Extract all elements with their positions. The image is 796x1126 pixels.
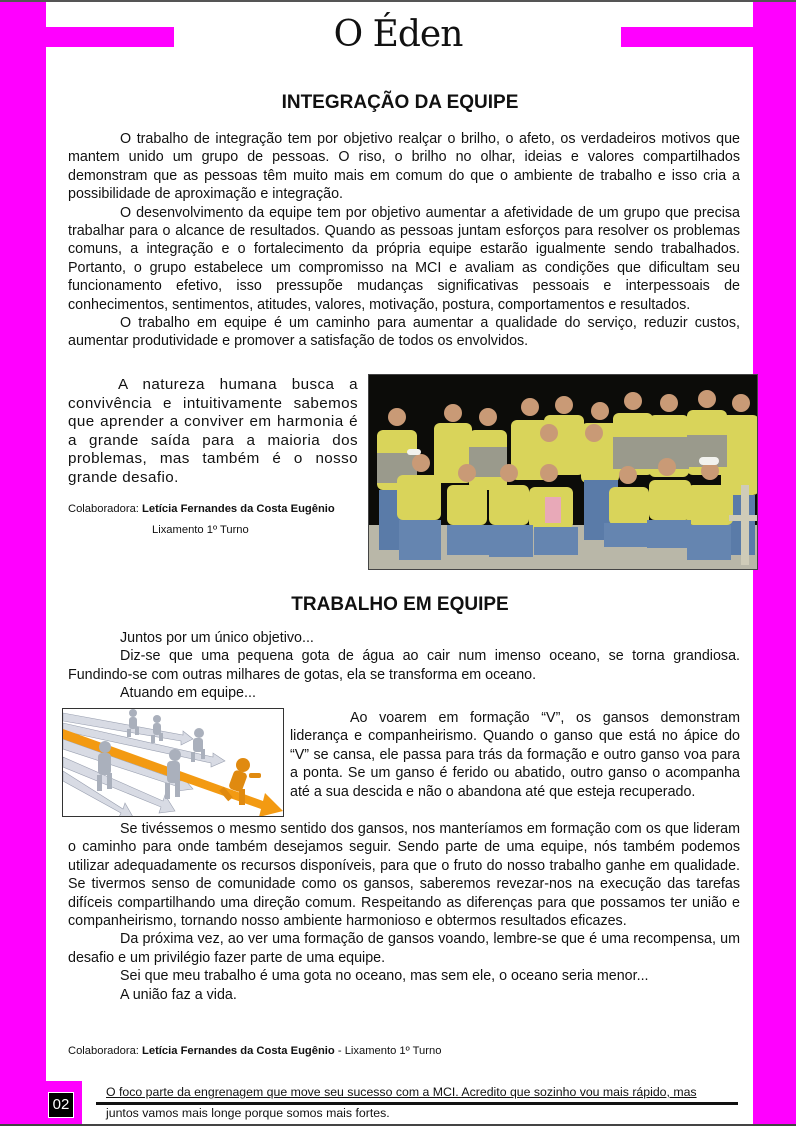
left-magenta-border <box>0 2 46 1124</box>
team-group-photo <box>368 374 758 570</box>
paragraph: Juntos por um único objetivo... <box>120 630 314 646</box>
paragraph: O desenvolvimento da equipe tem por objetivo aumentar a afetividade de um grupo que precisa trabalhar para o alcance de resultados. Quando as pessoas juntam esforços para resolver os problemas comuns, a integração e o fortalecimento da própria equipe estarão igualmente sendo trabalhados. Portanto, o grupo estabelece um compromisso na MCI e avaliam as condições que dificultam seu funcionamento efetivo, isso pressupõe mudanças significativas pessoais e interpessoais de conhecimentos, sentimentos, atitudes, valores, motivação, postura, comportamentos e resultados. <box>68 204 740 313</box>
page-number: 02 <box>48 1092 74 1118</box>
paragraph: A união faz a vida. <box>120 986 237 1003</box>
footer-quote-line2: juntos vamos mais longe porque somos mais fortes. <box>106 1106 390 1120</box>
section2-intro <box>68 629 740 703</box>
paragraph: O trabalho em equipe é um caminho para aumentar a qualidade do serviço, reduzir custos, aumentar produtividade e promover a satisfação de todos os envolvidos. <box>68 315 740 350</box>
credit-separator: - <box>337 1045 342 1057</box>
credit-name: Letícia Fernandes da Costa Eugênio <box>142 503 335 515</box>
paragraph: Sei que meu trabalho é uma gota no oceano, mas sem ele, o oceano seria menor... <box>120 968 649 985</box>
runners-on-arrows-illustration <box>62 708 284 817</box>
masthead-bar-left <box>46 27 174 47</box>
team-photo-illustration <box>369 375 758 570</box>
section-heading-trabalho: TRABALHO EM EQUIPE <box>291 594 509 615</box>
paragraph: Da próxima vez, ao ver uma formação de gansos voando, lembre-se que é uma recompensa, um desafio e um privilégio fazer parte de uma equipe. <box>68 931 740 966</box>
paragraph: Atuando em equipe... <box>120 685 256 702</box>
geese-paragraph-block <box>290 709 740 801</box>
section-heading-integracao: INTEGRAÇÃO DA EQUIPE <box>281 92 519 113</box>
footer-quote-line1: O foco parte da engrenagem que move seu sucesso com a MCI. Acredito que sozinho vou mais rápido, mas <box>106 1085 697 1099</box>
paragraph: Ao voarem em formação “V”, os gansos demonstram liderança e companheirismo. Quando o ganso que está no ápice do “V” se cansa, ele passa para trás da formação e outro ganso voa para a ponta. Se um ganso é ferido ou abatido, outro ganso o acompanha até a sua descida e não o abandona até que esteja recuperado. <box>290 710 740 800</box>
section1-side-text <box>68 376 358 488</box>
credit-department: Lixamento 1º Turno <box>152 524 249 536</box>
section2-body <box>68 820 740 1004</box>
paragraph: Se tivéssemos o mesmo sentido dos gansos, nos manteríamos em formação com os que lideram o caminho para onde também desejamos seguir. Sendo parte de uma equipe, nós também podemos utilizar adequadamente os recursos disponíveis, para que o fruto do nosso trabalho ganhe em qualidade. Se tivermos senso de comunidade como os gansos, saberemos revezar-nos na execução das tarefas difíceis compartilhando uma direção comum. Respeitando as diferenças para que possamos ter união e companheirismo, tornando nosso ambiente harmonioso e obtermos resultados eficazes. <box>68 821 740 930</box>
paragraph: Diz-se que uma pequena gota de água ao cair num imenso oceano, se torna grandiosa. Fundindo-se com outras milhares de gotas, ela se transforma em oceano. <box>68 648 740 683</box>
right-magenta-border <box>753 2 796 1124</box>
credit-label: Colaboradora: <box>68 1045 139 1057</box>
runners-arrows-svg <box>63 709 284 817</box>
paragraph: A natureza humana busca a convivência e intuitivamente sabemos que aprender a conviver em harmonia é a grande saída para a maioria dos problemas, mas também é o nosso grande desafio. <box>68 376 358 486</box>
section1-body <box>68 130 740 351</box>
credit-line <box>68 1045 441 1057</box>
credit-name: Letícia Fernandes da Costa Eugênio <box>142 1045 335 1057</box>
masthead-bar-right <box>621 27 753 47</box>
paragraph: O trabalho de integração tem por objetivo realçar o brilho, o afeto, os verdadeiros motivos que mantem unido um grupo de pessoas. O riso, o brilho no olhar, ideias e valores compartilhados demonstram que as pessoas têm muito mais em comum do que o ambiente de trabalho e isso cria a possibilidade de aproximação e integração. <box>68 131 740 203</box>
orange-runner <box>219 758 261 805</box>
credit-label: Colaboradora: <box>68 503 139 515</box>
credit-line <box>68 503 335 515</box>
masthead-title: O Éden <box>333 14 463 55</box>
credit-department: Lixamento 1º Turno <box>344 1045 442 1057</box>
top-edge-line <box>0 0 796 2</box>
footer-rule <box>96 1102 738 1105</box>
